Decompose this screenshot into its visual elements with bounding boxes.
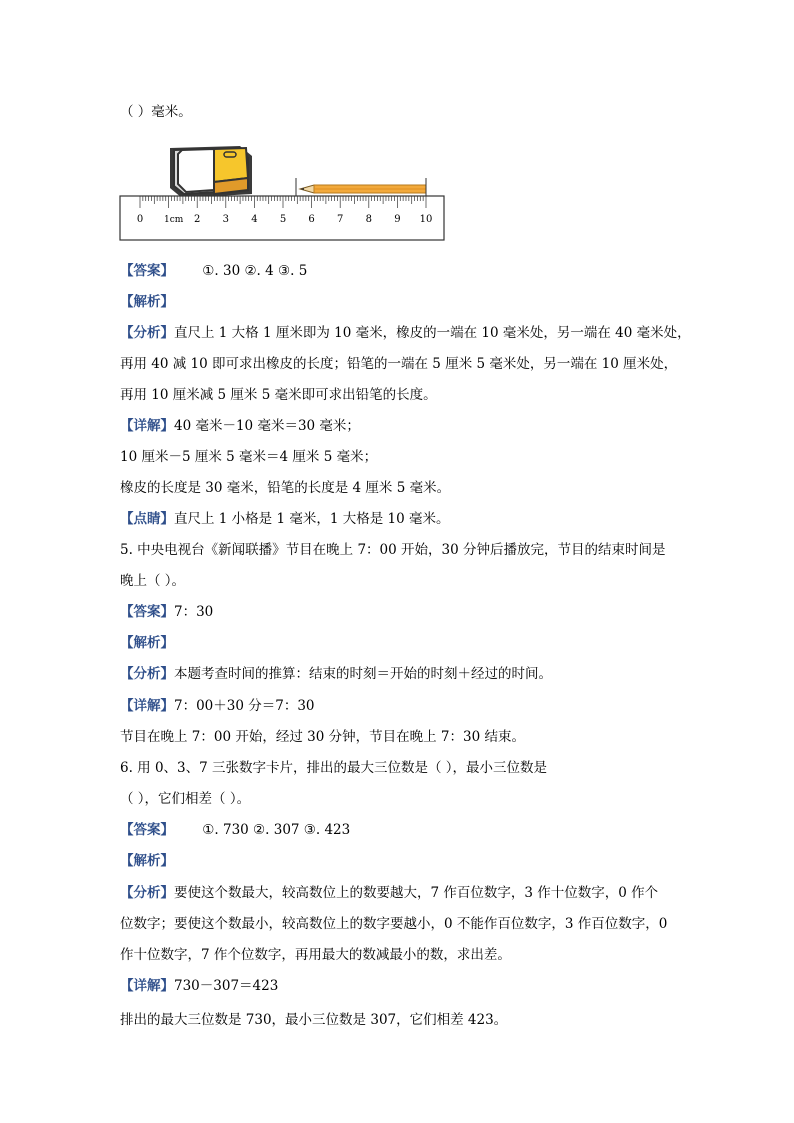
dianjing-text: 直尺上 1 小格是 1 毫米，1 大格是 10 毫米。 (174, 511, 450, 527)
answer-text: ①. 730 ②. 307 ③. 423 (202, 822, 351, 838)
q4-blank-line: （ ）毫米。 (120, 104, 192, 120)
xiangjie-text: 7：00＋30 分＝7：30 (174, 698, 315, 714)
q6-fenxi-line2: 位数字；要使这个数最小，较高数位上的数字要越小，0 不能作百位数字，3 作百位数字，0 (120, 916, 668, 932)
answer-text: ①. 30 ②. 4 ③. 5 (202, 263, 308, 279)
q4-fenxi-line2: 再用 40 减 10 即可求出橡皮的长度；铅笔的一端在 5 厘米 5 毫米处，另一端在 10 厘米处， (120, 356, 678, 372)
q4-jiexi-tag: 【解析】 (120, 294, 174, 310)
q6-fenxi-line3: 作十位数字，7 作个位数字，再用最大的数减最小的数，求出差。 (120, 947, 511, 963)
q6-question-line1: 6. 用 0、3、7 三张数字卡片，排出的最大三位数是（ ），最小三位数是 (120, 760, 548, 776)
q5-jiexi-tag: 【解析】 (120, 635, 174, 651)
ruler-number: 4 (251, 214, 258, 225)
dianjing-tag: 【点睛】 (120, 511, 174, 527)
answer-tag: 【答案】 (120, 263, 174, 279)
pencil-image (296, 178, 426, 196)
q6-answer (120, 821, 350, 839)
q5-xiangjie-line2: 节目在晚上 7：00 开始，经过 30 分钟，节目在晚上 7：30 结束。 (120, 729, 525, 745)
ruler-number: 2 (194, 214, 201, 225)
ruler-number: 8 (365, 214, 372, 225)
answer-tag: 【答案】 (120, 604, 174, 620)
q6-xiangjie-line2: 排出的最大三位数是 730，最小三位数是 307，它们相差 423。 (120, 1012, 508, 1028)
xiangjie-tag: 【详解】 (120, 418, 174, 434)
q5-fenxi (120, 665, 552, 683)
xiangjie-text: 730－307＝423 (174, 978, 279, 994)
fenxi-text: 本题考查时间的推算：结束的时刻＝开始的时刻＋经过的时间。 (174, 666, 552, 682)
q5-question-line1: 5. 中央电视台《新闻联播》节目在晚上 7：00 开始，30 分钟后播放完，节目的结束时间是 (120, 542, 666, 558)
q6-xiangjie-line1 (120, 977, 278, 995)
q5-answer (120, 603, 213, 621)
ruler-number: 0 (136, 214, 144, 225)
eraser-image (170, 146, 252, 198)
answer-text: 7：30 (174, 604, 214, 620)
fenxi-text: 要使这个数最大，较高数位上的数要越大，7 作百位数字，3 作十位数字，0 作个 (174, 885, 659, 901)
q4-xiangjie-line1 (120, 417, 360, 435)
q6-fenxi-line1 (120, 884, 658, 902)
ruler-number: 7 (337, 214, 344, 225)
q4-xiangjie-line2: 10 厘米－5 厘米 5 毫米＝4 厘米 5 毫米； (120, 449, 378, 465)
ruler-figure (118, 138, 448, 244)
ruler-number: 10 (419, 214, 433, 225)
q6-jiexi-tag: 【解析】 (120, 853, 174, 869)
q4-fenxi-line3: 再用 10 厘米减 5 厘米 5 毫米即可求出铅笔的长度。 (120, 387, 437, 403)
q5-xiangjie-line1 (120, 697, 315, 715)
ruler-number: 6 (308, 214, 315, 225)
fenxi-tag: 【分析】 (120, 666, 174, 682)
q4-fenxi-line1 (120, 324, 691, 342)
fenxi-text: 直尺上 1 大格 1 厘米即为 10 毫米，橡皮的一端在 10 毫米处，另一端在 40 毫米处， (174, 325, 691, 341)
ruler-number: 5 (279, 214, 287, 225)
xiangjie-text: 40 毫米－10 毫米＝30 毫米； (174, 418, 360, 434)
xiangjie-tag: 【详解】 (120, 698, 174, 714)
fenxi-tag: 【分析】 (120, 325, 174, 341)
ruler-number: 9 (394, 214, 401, 225)
q5-question-line2: 晚上（ ）。 (120, 573, 186, 589)
ruler-number: 3 (222, 214, 229, 225)
q4-xiangjie-line3: 橡皮的长度是 30 毫米，铅笔的长度是 4 厘米 5 毫米。 (120, 480, 451, 496)
q6-question-line2: （ ），它们相差（ ）。 (120, 791, 251, 807)
ruler-unit-label: 1cm (164, 215, 184, 225)
q4-answer (120, 262, 307, 280)
answer-tag: 【答案】 (120, 822, 174, 838)
fenxi-tag: 【分析】 (120, 885, 174, 901)
xiangjie-tag: 【详解】 (120, 978, 174, 994)
q4-dianjing (120, 510, 449, 528)
ruler-figure-svg (118, 138, 448, 244)
